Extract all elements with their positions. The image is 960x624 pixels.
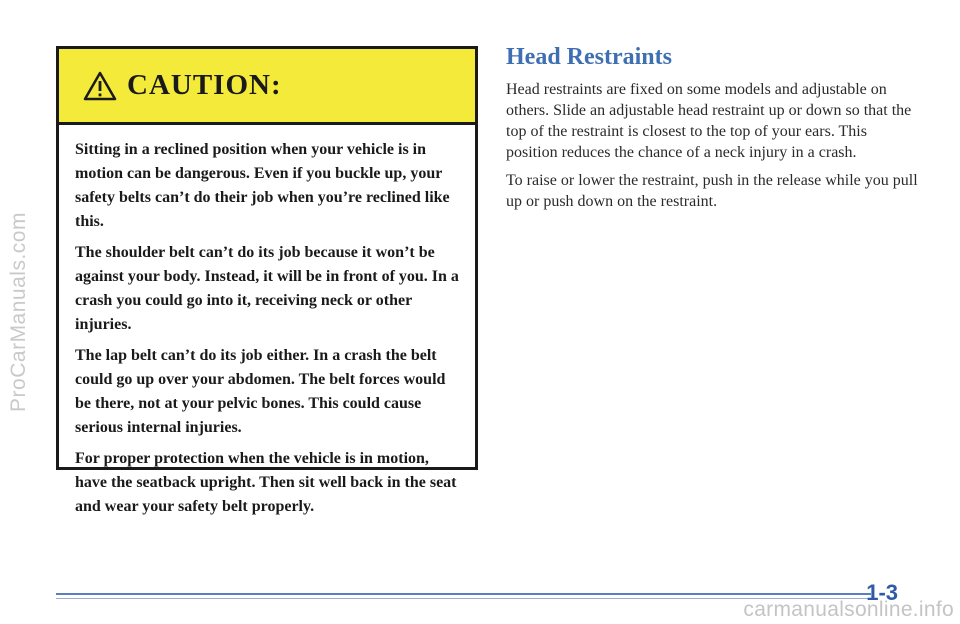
section-paragraph: To raise or lower the restraint, push in the release while you pull up or push down on the restraint.	[506, 172, 918, 210]
side-watermark-text: ProCarManuals.com	[7, 212, 30, 412]
footer-rule	[56, 593, 871, 595]
head-restraints-section	[506, 44, 918, 219]
caution-paragraph: The shoulder belt can’t do its job because it won’t be against your body. Instead, it will be in front of you. In a crash you could go into it, receiving neck or other injuries.	[75, 244, 459, 333]
caution-paragraph: Sitting in a reclined position when your vehicle is in motion can be dangerous. Even if you buckle up, your safety belts can’t do their job when you’re reclined like this.	[75, 141, 450, 230]
section-paragraph: Head restraints are fixed on some models and adjustable on others. Slide an adjustable head restraint up or down so that the top of the restraint is closest to the top of your ears. This position reduces the chance of a neck injury in a crash.	[506, 81, 912, 161]
caution-header	[59, 49, 475, 125]
caution-paragraph: For proper protection when the vehicle is in motion, have the seatback upright. Then sit well back in the seat and wear your safety belt properly.	[75, 450, 457, 515]
caution-paragraph: The lap belt can’t do its job either. In a crash the belt could go up over your abdomen. The belt forces would be there, not at your pelvic bones. This could cause serious internal injuries.	[75, 347, 446, 436]
section-title: Head Restraints	[506, 44, 672, 70]
caution-title: CAUTION:	[127, 69, 282, 101]
bottom-watermark: carmanualsonline.info	[743, 598, 954, 621]
side-watermark	[4, 0, 34, 624]
caution-box	[56, 46, 478, 515]
caution-body	[59, 125, 475, 519]
page-number: 1-3	[866, 580, 898, 605]
warning-triangle-icon	[83, 71, 117, 101]
